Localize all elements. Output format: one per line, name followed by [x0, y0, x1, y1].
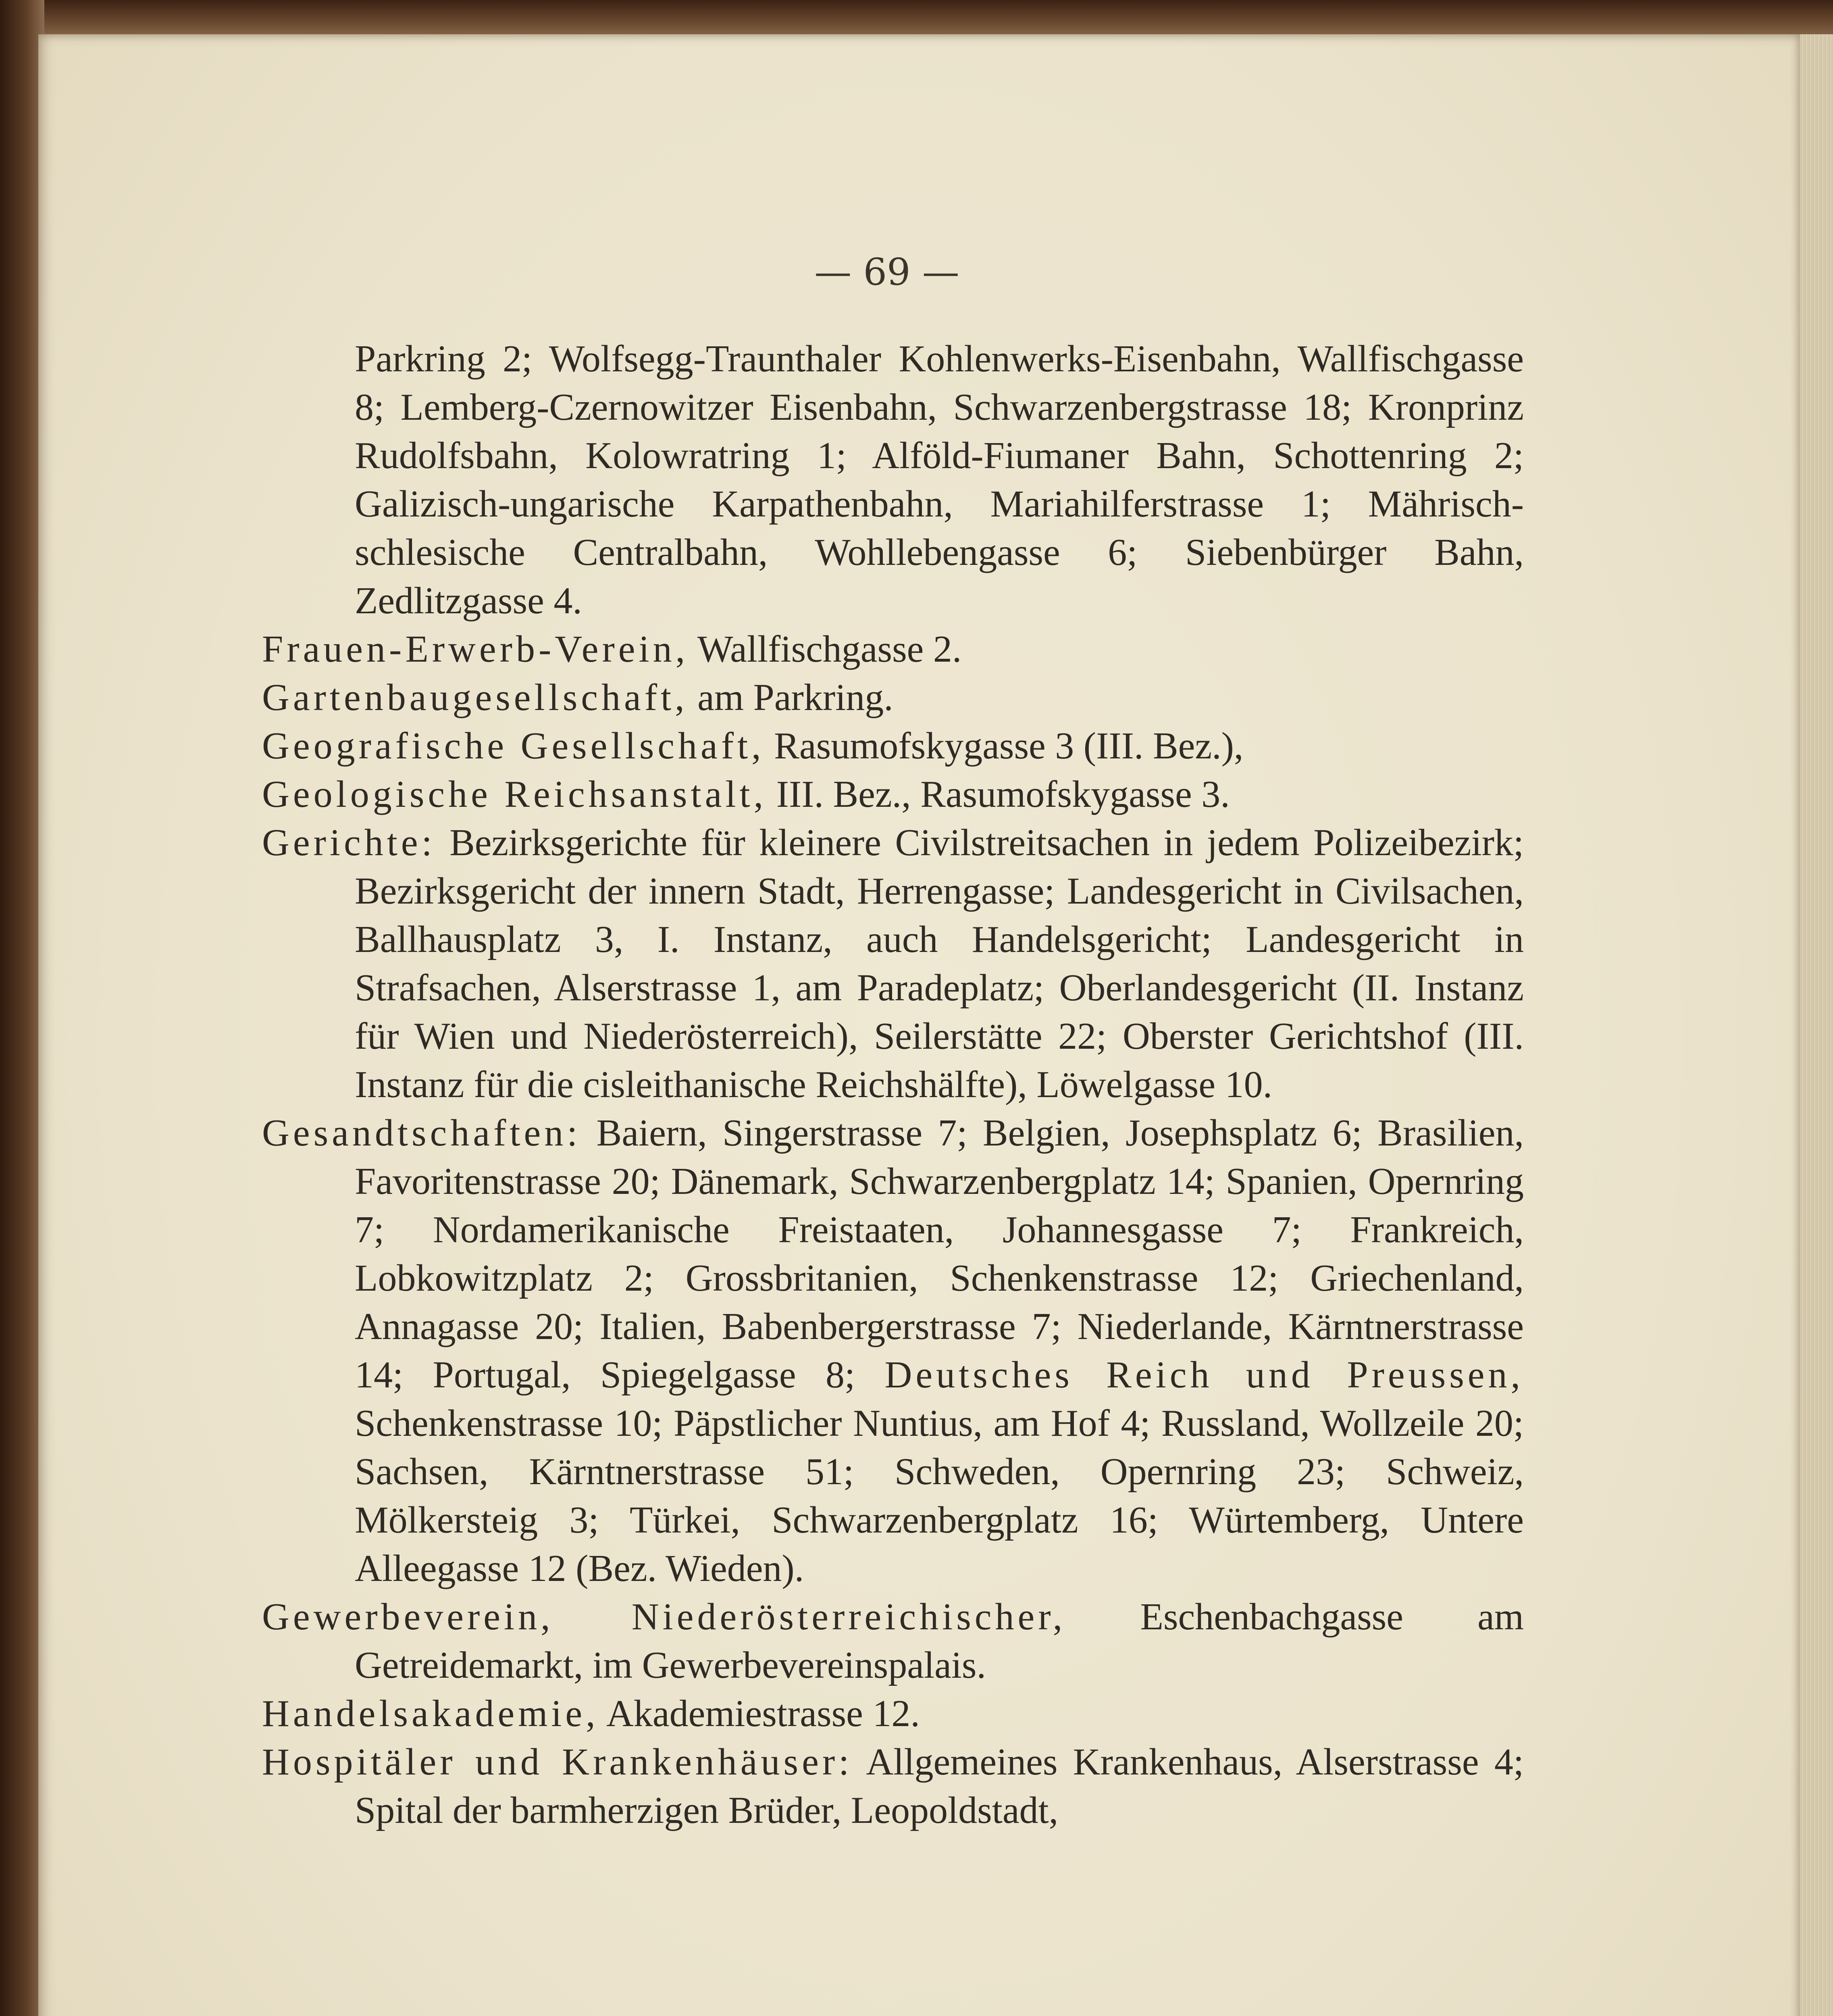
- entry-hospitaeler: [262, 1738, 1524, 1835]
- entry-body: Baiern, Singerstrasse 7; Belgien, Josephsplatz 6; Brasilien, Favoritenstrasse 20; Dänemark, Schwarzenbergplatz 14; Spanien, Opernring 7; Nordamerikanische Freistaaten, Johannesgasse 7; Frankreich, Lobkowitzplatz 2; Grossbritanien, Schenkenstrasse 12; Griechenland, Annagasse 20; Italien, Babenbergerstrasse 7; Niederlande, Kärntnerstrasse 14; Portugal, Spiegelgasse 8;: [355, 1112, 1524, 1396]
- entry-term: Frauen-Erwerb-Verein,: [262, 628, 689, 670]
- entry-body: am Parkring.: [697, 677, 893, 719]
- entry-body: Allgemeines Krankenhaus, Alserstrasse 4; Spital der barmherzigen Brüder, Leopoldstadt,: [355, 1741, 1524, 1831]
- entry-body: Wallfischgasse 2.: [697, 628, 962, 670]
- entry-geologische-reichsanstalt: [262, 770, 1524, 818]
- entry-body: Eschenbachgasse am Getreidemarkt, im Gewerbevereinspalais.: [355, 1596, 1524, 1686]
- entry-frauen-erwerb-verein: [262, 625, 1524, 673]
- entry-handelsakademie: [262, 1689, 1524, 1738]
- page-edges: [1800, 34, 1833, 2016]
- entry-term: Gartenbaugesellschaft,: [262, 677, 688, 719]
- entry-term: Gerichte:: [262, 822, 436, 864]
- page-number: — 69 —: [814, 250, 959, 294]
- entry-term: Handelsakademie,: [262, 1693, 599, 1735]
- entry-term: Gesandtschaften:: [262, 1112, 581, 1154]
- book-spine: [0, 0, 44, 2016]
- text-block: [262, 335, 1524, 1835]
- entry-term: Geologische Reichsanstalt,: [262, 773, 767, 815]
- entry-body: Akademiestrasse 12.: [606, 1693, 920, 1735]
- entry-gewerbeverein: [262, 1593, 1524, 1689]
- entry-spaced-text: Deutsches Reich und Preussen,: [884, 1354, 1524, 1396]
- book-top-edge: [0, 0, 1833, 38]
- entry-gartenbaugesellschaft: [262, 673, 1524, 722]
- entry-gerichte: [262, 818, 1524, 1109]
- entry-term: Gewerbeverein, Niederösterreichischer,: [262, 1596, 1066, 1638]
- entry-body-continued: Schenkenstrasse 10; Päpstlicher Nuntius, am Hof 4; Russland, Wollzeile 20; Sachsen, Kärntnerstrasse 51; Schweden, Opernring 23; Schweiz, Mölkersteig 3; Türkei, Schwarzenbergplatz 16; Würtemberg, Untere Alleegasse 12 (Bez. Wieden).: [355, 1402, 1524, 1589]
- entry-geografische-gesellschaft: [262, 722, 1524, 770]
- entry-term: Geografische Gesellschaft,: [262, 725, 765, 767]
- entry-gesandtschaften: [262, 1109, 1524, 1593]
- entry-body: Bezirksgerichte für kleinere Civilstreitsachen in jedem Polizeibezirk; Bezirksgericht der innern Stadt, Herrengasse; Landesgericht in Civilsachen, Ballhausplatz 3, I. Instanz, auch Handelsgericht; Landesgericht in Strafsachen, Alserstrasse 1, am Paradeplatz; Oberlandesgericht (II. Instanz für Wien und Niederösterreich), Seilerstätte 22; Oberster Gerichtshof (III. Instanz für die cisleithanische Reichshälfte), Löwelgasse 10.: [355, 822, 1524, 1106]
- entry-body: III. Bez., Rasumofskygasse 3.: [776, 773, 1230, 815]
- entry-body: Rasumofskygasse 3 (III. Bez.),: [774, 725, 1244, 767]
- continuation-paragraph: Parkring 2; Wolfsegg-Traunthaler Kohlenwerks-Eisenbahn, Wallfischgasse 8; Lemberg-Czernowitzer Eisenbahn, Schwarzenbergstrasse 18; Kronprinz Rudolfsbahn, Kolowratring 1; Alföld-Fiumaner Bahn, Schottenring 2; Galizisch-ungarische Karpathenbahn, Mariahilferstrasse 1; Mährisch-schlesische Centralbahn, Wohllebengasse 6; Siebenbürger Bahn, Zedlitzgasse 4.: [355, 338, 1524, 622]
- entry-term: Hospitäler und Krankenhäuser:: [262, 1741, 853, 1783]
